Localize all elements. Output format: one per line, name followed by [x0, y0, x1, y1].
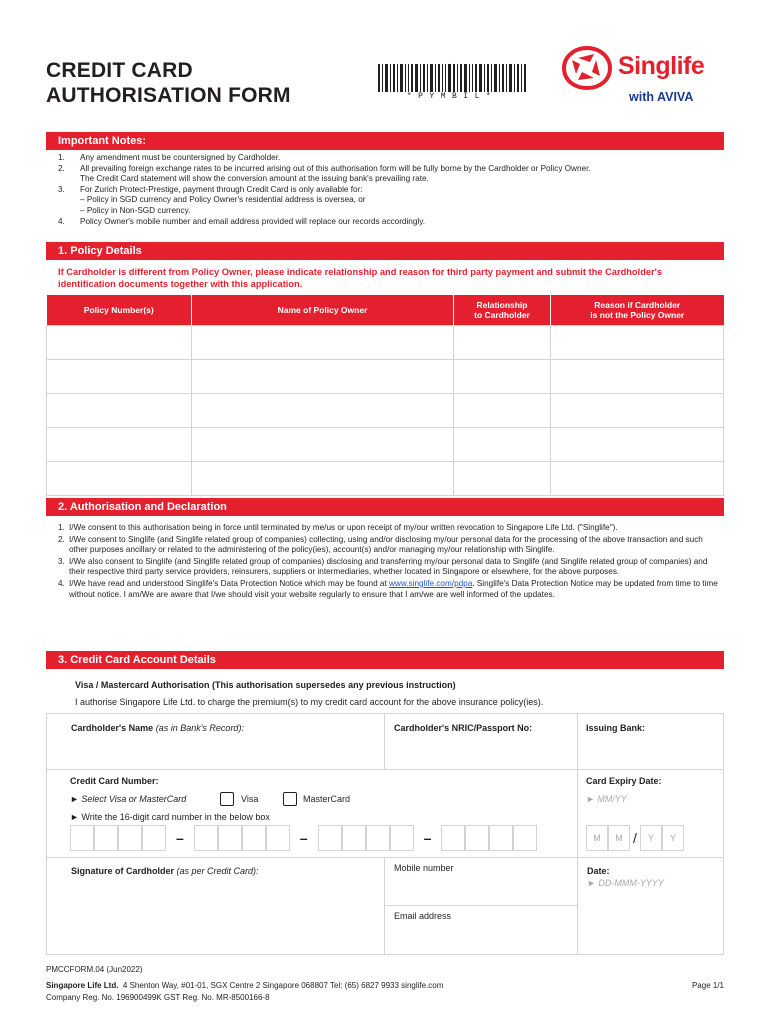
note-item: 3. For Zurich Protect-Prestige, payment through Credit Card is only available for: [58, 184, 363, 194]
relationship-cell[interactable] [454, 393, 551, 427]
declaration-item: 4. I/We have read and understood Singlife's Data Protection Notice which may be found at www.singlife.com/pdpa. Singlife's Data Protection Notice may be updated from time to time without notice. I am/We are aware that I/we should visit your website regularly to ensure that I am/we are well informed of the updates. [58, 578, 718, 599]
card-digit-input[interactable] [94, 825, 118, 851]
important-notes-list [58, 153, 718, 227]
card-digit-input[interactable] [70, 825, 94, 851]
date-field[interactable] [577, 857, 724, 955]
form-title [46, 58, 291, 108]
card-digit-input[interactable] [390, 825, 414, 851]
expiry-month-input[interactable]: M [586, 825, 608, 851]
mastercard-checkbox[interactable] [283, 792, 297, 806]
card-digit-input[interactable] [342, 825, 366, 851]
table-row [47, 461, 724, 495]
declaration-item: 2. I/We consent to Singlife (and Singlife related group of companies) collecting, using and/or disclosing my/our personal data for the processing of the above transaction and such other purposes ancillary or related to the administering of the policy(ies), account(s) and/or managing my/our relationship with Singlife. [58, 534, 703, 555]
card-digit-input[interactable] [513, 825, 537, 851]
date-hint: ► DD-MMM-YYYY [587, 878, 664, 888]
form-title-line2: AUTHORISATION FORM [46, 84, 291, 107]
logo-brand: Singlife [618, 52, 705, 80]
note-item: – Policy in Non-SGD currency. [80, 205, 191, 215]
mobile-field[interactable] [384, 857, 578, 906]
policy-details-heading: 1. Policy Details [46, 242, 724, 260]
table-row [47, 325, 724, 359]
cardholder-name-note: (as in Bank's Record): [155, 723, 244, 733]
credit-card-heading: 3. Credit Card Account Details [46, 651, 724, 669]
table-row [47, 359, 724, 393]
card-digit-input[interactable] [142, 825, 166, 851]
visa-label: Visa [241, 794, 259, 804]
relationship-cell[interactable] [454, 359, 551, 393]
card-digit-input[interactable] [194, 825, 218, 851]
reason-cell[interactable] [551, 359, 724, 393]
select-card-instruction: ► Select Visa or MasterCard [70, 794, 187, 804]
policy-number-cell[interactable] [47, 461, 192, 495]
card-digit-input[interactable] [266, 825, 290, 851]
page-number: Page 1/1 [691, 981, 724, 990]
card-digit-input[interactable] [489, 825, 513, 851]
note-item: The Credit Card statement will show the conversion amount at the issuing bank's prevailing rate. [80, 174, 429, 184]
card-digit-input[interactable] [441, 825, 465, 851]
singlife-logo-icon [560, 44, 614, 90]
relationship-cell[interactable] [454, 427, 551, 461]
email-field[interactable] [384, 905, 578, 955]
reason-cell[interactable] [551, 461, 724, 495]
policy-owner-cell[interactable] [192, 359, 454, 393]
nric-field[interactable] [384, 713, 578, 770]
card-digit-input[interactable] [366, 825, 390, 851]
reason-cell[interactable] [551, 393, 724, 427]
policy-number-cell[interactable] [47, 359, 192, 393]
card-digit-input[interactable] [118, 825, 142, 851]
note-item: 1. Any amendment must be countersigned by Cardholder. [58, 153, 281, 162]
nric-label: Cardholder's NRIC/Passport No: [394, 723, 533, 733]
expiry-label: Card Expiry Date: [586, 776, 662, 786]
policy-owner-cell[interactable] [192, 461, 454, 495]
form-title-line1: CREDIT CARD [46, 59, 193, 82]
reason-cell[interactable] [551, 427, 724, 461]
visa-checkbox[interactable] [220, 792, 234, 806]
barcode [378, 64, 526, 92]
card-digit-input[interactable] [242, 825, 266, 851]
pdpa-link[interactable]: www.singlife.com/pdpa [389, 578, 473, 588]
expiry-year-input[interactable]: Y [640, 825, 662, 851]
policy-number-cell[interactable] [47, 325, 192, 359]
digit-separator: – [299, 830, 308, 846]
important-notes-heading: Important Notes: [46, 132, 724, 150]
expiry-hint: ► MM/YY [586, 794, 627, 804]
third-party-alert: If Cardholder is different from Policy Owner, please indicate relationship and reason for third party payment and submit the Cardholder's identification documents together with this application. [58, 267, 663, 289]
digit-separator: – [176, 830, 184, 846]
form-code: PMCCFORM.04 (Jun2022) [46, 965, 143, 974]
col-relationship: Relationship to Cardholder [454, 295, 551, 325]
expiry-month-input[interactable]: M [608, 825, 630, 851]
card-digit-input[interactable] [465, 825, 489, 851]
table-row [47, 427, 724, 461]
signature-field[interactable] [46, 857, 385, 955]
col-policy-number: Policy Number(s) [47, 295, 192, 325]
issuing-bank-label: Issuing Bank: [586, 723, 646, 733]
authorisation-heading: 2. Authorisation and Declaration [46, 498, 724, 516]
relationship-cell[interactable] [454, 325, 551, 359]
card-digit-input[interactable] [318, 825, 342, 851]
mobile-label: Mobile number [394, 863, 454, 873]
signature-label: Signature of Cardholder [71, 866, 175, 876]
reason-cell[interactable] [551, 325, 724, 359]
note-item: 2. All prevailing foreign exchange rates to be incurred arising out of this authorisation form will be fully borne by the Cardholder or Policy Owner. [58, 163, 591, 173]
mastercard-label: MasterCard [303, 794, 351, 804]
card-number-digits [70, 825, 537, 851]
table-row [47, 393, 724, 427]
col-reason: Reason if Cardholder is not the Policy Owner [551, 295, 724, 325]
policy-owner-cell[interactable] [192, 325, 454, 359]
company-address: Singapore Life Ltd. 4 Shenton Way, #01-01, SGX Centre 2 Singapore 068807 Tel: (65) 6827 9933 singlife.com [46, 981, 444, 990]
visa-auth-title: Visa / Mastercard Authorisation (This authorisation supersedes any previous instruction) [75, 680, 456, 690]
digit-separator: – [423, 830, 432, 846]
col-policy-owner: Name of Policy Owner [192, 295, 454, 325]
policy-number-cell[interactable] [47, 427, 192, 461]
card-number-label: Credit Card Number: [70, 776, 159, 786]
policy-table [46, 295, 724, 496]
declaration-item: 3. I/We also consent to Singlife (and Singlife related group of companies) disclosing and transferring my/our personal data to Singlife (and Singlife related group of companies) and their respective third party service providers, reinsurers, suppliers or intermediaries, whether located in Singapore or elsewhere, for the above purposes. [58, 556, 708, 577]
signature-note: (as per Credit Card): [176, 866, 259, 876]
note-item: 4. Policy Owner's mobile number and email address provided will replace our records accordingly. [58, 216, 425, 226]
card-digit-input[interactable] [218, 825, 242, 851]
policy-owner-cell[interactable] [192, 393, 454, 427]
barcode-text: *PYMBIL* [406, 92, 498, 101]
declaration-list [58, 523, 722, 601]
expiry-year-input[interactable]: Y [662, 825, 684, 851]
policy-number-cell[interactable] [47, 393, 192, 427]
expiry-slash: / [633, 830, 637, 846]
note-item: – Policy in SGD currency and Policy Owner's residential address is oversea, or [80, 195, 366, 205]
cardholder-name-field[interactable] [46, 713, 385, 770]
policy-owner-cell[interactable] [192, 427, 454, 461]
write-digits-instruction: ► Write the 16-digit card number in the below box [70, 812, 270, 822]
email-label: Email address [394, 911, 452, 921]
company-registration: Company Reg. No. 196900499K GST Reg. No. MR-8500166-8 [46, 993, 270, 1002]
expiry-digits [586, 825, 684, 851]
declaration-item: 1. I/We consent to this authorisation being in force until terminated by me/us or upon receipt of my/our written revocation to Singapore Life Ltd. ("Singlife"). [58, 523, 618, 532]
logo-sub: with AVIVA [629, 90, 694, 104]
visa-auth-statement: I authorise Singapore Life Ltd. to charge the premium(s) to my credit card account for the above insurance policy(ies). [75, 697, 544, 707]
cardholder-name-label: Cardholder's Name [71, 723, 154, 733]
company-name: Singapore Life Ltd. [46, 981, 119, 990]
relationship-cell[interactable] [454, 461, 551, 495]
issuing-bank-field[interactable] [577, 713, 724, 770]
date-label: Date: [587, 866, 610, 876]
